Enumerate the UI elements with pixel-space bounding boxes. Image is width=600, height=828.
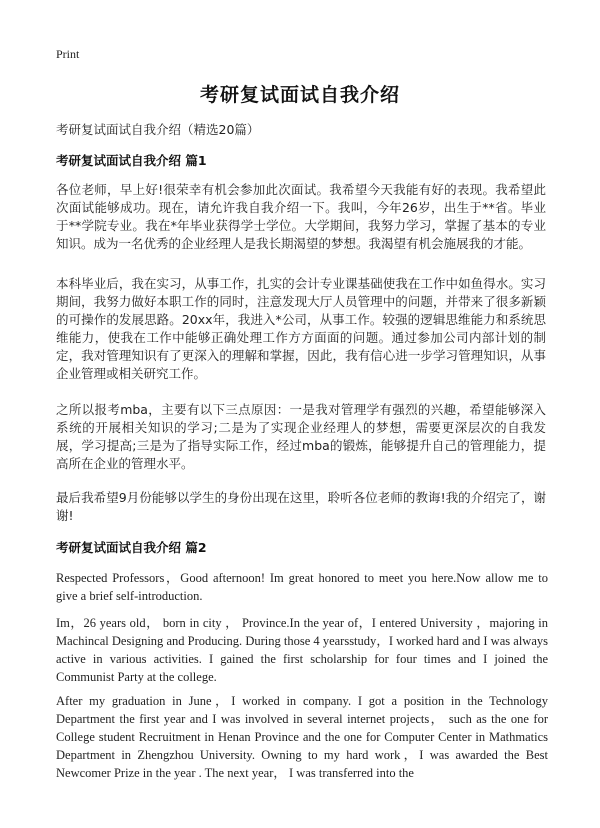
print-link[interactable]: Print — [56, 47, 80, 61]
paragraph: 之所以报考mba，主要有以下三点原因：一是我对管理学有强烈的兴趣，希望能够深入系统的开展相关知识的学习;二是为了实现企业经理人的梦想，需要更深层次的自我发展，学习提高;三是为了指导实际工作，经过mba的锻炼，能够提升自己的管理能力，提高所在企业的管理水平。 — [56, 402, 546, 471]
page-title: 考研复试面试自我介绍 — [199, 84, 400, 106]
paragraph: 最后我希望9月份能够以学生的身份出现在这里，聆听各位老师的教诲!我的介绍完了，谢谢! — [56, 490, 546, 523]
section-heading-2: 考研复试面试自我介绍 篇2 — [56, 540, 207, 555]
paragraph: Respected Professors，Good afternoon! Im great honored to meet you here.Now allow me to give a brief self-introduction. — [56, 571, 548, 603]
paragraph: Im，26 years old， born in city ， Province.In the year of，I entered University ，majoring in Machincal Designing and Producing. During those 4 yearsstudy，I worked hard and I was always active in various activities. I gained the first scholarship for four times and I joined the Communist Party at the college. — [56, 616, 548, 684]
section-heading-1: 考研复试面试自我介绍 篇1 — [56, 153, 207, 168]
paragraph: After my graduation in June，I worked in company. I got a position in the Technology Department the first year and I was involved in several internet projects， such as the one for College student Recruitment in Henan Province and the one for Computer Center in Mathmatics Department in Zhengzhou University. Owning to my hard work，I was awarded the Best Newcomer Prize in the year . The next year， I was transferred into the — [56, 694, 548, 780]
paragraph: 本科毕业后，我在实习，从事工作，扎实的会计专业课基础使我在工作中如鱼得水。实习期间，我努力做好本职工作的同时，注意发现大厅人员管理中的问题，并带来了很多新颖的可操作的发展思路。20xx年，我进入*公司，从事工作。较强的逻辑思维能力和系统思维能力，使我在工作中能够正确处理工作方方面面的问题。通过参加公司内部计划的制定，我对管理知识有了更深入的理解和掌握，因此，我有信心进一步学习管理知识，从事企业管理或相关研究工作。 — [56, 276, 546, 381]
subtitle: 考研复试面试自我介绍（精选20篇） — [56, 122, 260, 137]
paragraph: 各位老师，早上好!很荣幸有机会参加此次面试。我希望今天我能有好的表现。我希望此次面试能够成功。现在，请允许我自我介绍一下。我叫，今年26岁，出生于**省。毕业于**学院专业。我在*年毕业获得学士学位。大学期间，我努力学习，掌握了基本的专业知识。成为一名优秀的企业经理人是我长期渴望的梦想。我渴望有机会施展我的才能。 — [56, 182, 546, 251]
